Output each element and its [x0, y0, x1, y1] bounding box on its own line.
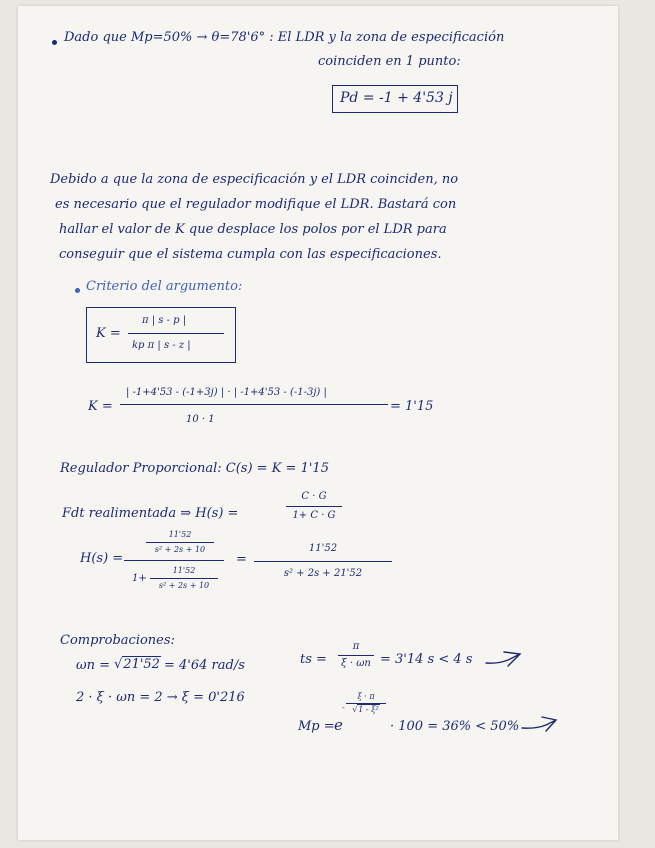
hs-bottom-denominator: s² + 2s + 10 [158, 581, 210, 590]
intro-line-1: Dado que Mp=50% → θ=78'6° : El LDR y la zona de especificación [64, 30, 505, 45]
mp-lhs: Mp = [298, 719, 335, 734]
hs-bottom-prefix: 1+ [132, 573, 147, 584]
wn-result: = 4'64 rad/s [164, 658, 245, 673]
mp-base: e [334, 716, 343, 734]
ts-lhs: ts = [300, 652, 327, 667]
intro-line-2: coinciden en 1 punto: [318, 54, 461, 69]
mp-exponent-denominator: √1 - ξ² [352, 705, 379, 714]
paragraph-line-4: conseguir que el sistema cumpla con las especificaciones. [59, 247, 442, 262]
criterio-numerator: π | s - p | [142, 315, 187, 326]
fdt-denominator: 1+ C · G [292, 510, 336, 521]
mp-result: · 100 = 36% < 50% [390, 719, 520, 734]
hs-lhs: H(s) = [80, 551, 124, 566]
fdt-numerator: C · G [301, 491, 327, 502]
mp-exponent-sign: - [342, 703, 345, 712]
k-calc-result: = 1'15 [390, 399, 434, 414]
wn-radicand: 21'52 [123, 657, 160, 672]
wn-radical: √21'52 [114, 657, 160, 672]
wn-lhs: ωn = [76, 658, 110, 673]
k-calc-denominator: 10 · 1 [186, 414, 215, 425]
mp-exponent-numerator: ξ · π [357, 692, 375, 701]
criterio-heading: Criterio del argumento: [86, 279, 243, 294]
hs-top-denominator: s² + 2s + 10 [154, 545, 206, 554]
ts-denominator: ξ · ωn [341, 658, 371, 669]
regulador-line: Regulador Proporcional: C(s) = K = 1'15 [60, 461, 329, 476]
hs-top-numerator: 11'52 [168, 530, 192, 539]
zeta-line: 2 · ξ · ωn = 2 → ξ = 0'216 [76, 690, 245, 705]
check-icon [486, 652, 520, 666]
comprobaciones-heading: Comprobaciones: [60, 633, 175, 648]
hs-result-denominator: s² + 2s + 21'52 [283, 568, 363, 579]
ts-numerator: π [352, 641, 360, 652]
paragraph-line-1: Debido a que la zona de especificación y el LDR coinciden, no [50, 172, 459, 187]
check-icon [522, 717, 556, 731]
k-calc-lhs: K = [88, 399, 113, 414]
pd-value: Pd = -1 + 4'53 j [340, 90, 453, 106]
paragraph-line-2: es necesario que el regulador modifique el LDR. Bastará con [55, 197, 457, 212]
hs-equals: = [236, 552, 247, 567]
criterio-denominator: kp π | s - z | [132, 340, 191, 351]
k-calc-numerator: | -1+4'53 - (-1+3j) | · | -1+4'53 - (-1-3j) | [126, 387, 327, 398]
hs-bottom-numerator: 11'52 [172, 566, 196, 575]
hs-result-numerator: 11'52 [308, 543, 338, 554]
ts-result: = 3'14 s < 4 s [380, 652, 473, 667]
paragraph-line-3: hallar el valor de K que desplace los polos por el LDR para [59, 222, 447, 237]
fdt-label: Fdt realimentada ⇒ H(s) = [62, 506, 239, 521]
mp-exponent-radicand: 1 - ξ² [358, 705, 379, 714]
criterio-k-lhs: K = [96, 326, 121, 341]
